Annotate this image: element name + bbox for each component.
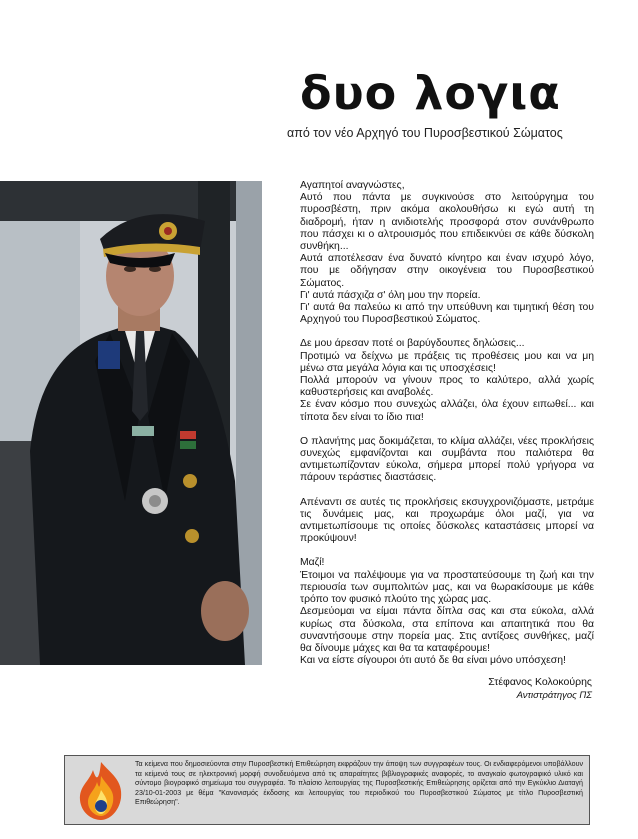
- chief-portrait-photo: [0, 181, 262, 665]
- article-paragraph: Απέναντι σε αυτές τις προκλήσεις εκσυγχρονιζόμαστε, μετράμε τις δυνάμεις μας, και προχωράμε όλοι μαζί, για να αντιμετωπίσουμε τις οποίες δύσκολες καταστάσεις μπορεί να προκύψουν!: [300, 496, 594, 545]
- page-title: δυο λογια: [300, 66, 561, 120]
- article-paragraph: Δε μου άρεσαν ποτέ οι βαρύγδουπες δηλώσεις... Προτιμώ να δείχνω με πράξεις τις προθέσεις μου και να μη μένω στα μεγάλα λόγια και τις υποσχέσεις! Πολλά μπορούν να γίνουν προς το καλύτερο, αλλά χωρίς καθυστερήσεις και αναβολές. Σε έναν κόσμο που συνεχώς αλλάζει, όλα έχουν ειπωθεί... και τίποτα δεν είναι το ίδιο πια!: [300, 338, 594, 423]
- article-paragraph: Μαζί! Έτοιμοι να παλέψουμε για να προστατεύσουμε τη ζωή και την περιουσία των συμπολιτών μας, και να θωρακίσουμε με κάθε τρόπο τον φυσικό πλούτο της χώρας μας. Δεσμεύομαι να είμαι πάντα δίπλα σας και στα εύκολα, αλλά κυρίως στα δύσκολα, στα επίπονα και απαιτητικά που θα συναντήσουμε στην πορεία μας. Στις αντίξοες συνθήκες, μαζί θα δίνουμε μάχες και θα τα καταφέρουμε! Και να είστε σίγουροι ότι αυτό δε θα είναι μόνο υπόσχεση!: [300, 557, 594, 667]
- signature-block: [488, 676, 592, 702]
- page-subtitle: από τον νέο Αρχηγό του Πυροσβεστικού Σώματος: [287, 126, 563, 140]
- fire-service-logo-icon: [71, 760, 131, 822]
- signature-name: Στέφανος Κολοκούρης: [488, 676, 592, 688]
- editorial-notice-box: [64, 755, 590, 825]
- article-body: [300, 180, 594, 667]
- article-paragraph: Αγαπητοί αναγνώστες, Αυτό που πάντα με συγκινούσε στο λειτούργημα του πυροσβέστη, πριν ακόμα ακολουθήσω κι εγώ αυτή τη διαδρομή, ήταν η ανιδιοτελής προσφορά στον συνάνθρωπο που πάσχει κι ο αλτρουισμός που επιδεικνύει σε κάθε δύσκολη συνθήκη... Αυτά αποτέλεσαν ένα δυνατό κίνητρο και έναν ισχυρό λόγο, που με οδήγησαν στην οικογένεια του Πυροσβεστικού Σώματος. Γι' αυτά πάσχιζα σ' όλη μου την πορεία. Γι' αυτά θα παλεύω κι από την υπεύθυνη και τιμητική θέση του Αρχηγού του Πυροσβεστικού Σώματος.: [300, 180, 594, 326]
- editorial-notice-text: Τα κείμενα που δημοσιεύονται στην Πυροσβεστική Επιθεώρηση εκφράζουν την άποψη των συγγραφέων τους. Οι ενδιαφερόμενοι υποβάλλουν τα κείμενά τους σε ηλεκτρονική μορφή συνοδευόμενα από τις απαραίτητες βιβλιογραφικές αναφορές, το αναγκαίο φωτογραφικό υλικό και σύντομο βιογραφικό σημείωμα του συγγραφέα. Το πλαίσιο λειτουργίας της Πυροσβεστικής Επιθεώρησης ορίζεται από την Εγκύκλιο Διαταγή 23/10-01-2003 με θέμα "Κανονισμός έκδοσης και λειτουργίας του περιοδικού του Πυροσβεστικού Σώματος με τίτλο Πυροσβεστική Επιθεώρηση".: [135, 760, 583, 806]
- article-paragraph: Ο πλανήτης μας δοκιμάζεται, το κλίμα αλλάζει, νέες προκλήσεις συνεχώς εμφανίζονται και συμβάντα που παλιότερα θα αντιμετωπίζονταν εύκολα, σήμερα μπορεί πολύ γρήγορα να πάρουν τεράστιες διαστάσεις.: [300, 435, 594, 484]
- signature-role: Αντιστράτηγος ΠΣ: [516, 690, 592, 701]
